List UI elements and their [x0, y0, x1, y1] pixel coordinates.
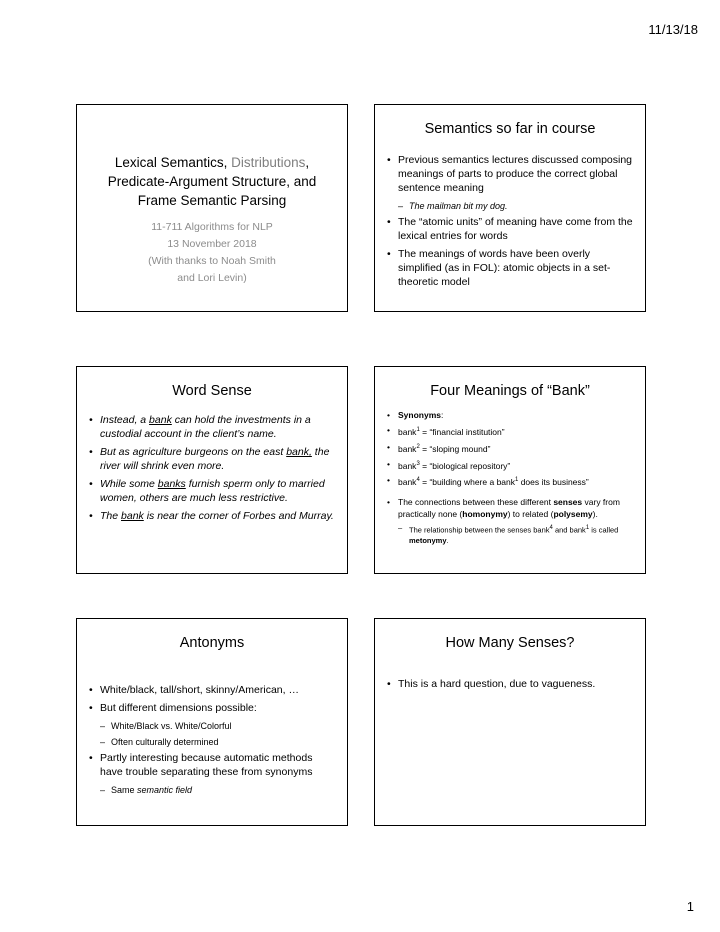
bullet: • The “atomic units” of meaning have come from the lexical entries for words [387, 215, 635, 243]
bullet: • But different dimensions possible: [89, 701, 337, 715]
slide-body [89, 683, 337, 799]
slide-four-meanings [374, 366, 646, 574]
bullet: • Previous semantics lectures discussed composing meanings of parts to produce the correct global sentence meaning [387, 153, 635, 195]
slide-antonyms [76, 618, 348, 826]
bullet: • bank$^4$ = “building where a bank$^1$ does its business” [387, 474, 635, 488]
slide-how-many-senses [374, 618, 646, 826]
sub-bullet: – Same semantic field [89, 783, 337, 797]
page-number: 1 [686, 899, 694, 914]
bullet: • Instead, a bank can hold the investments in a custodial account in the client’s name. [89, 413, 337, 441]
slide-heading: Semantics so far in course [424, 121, 596, 137]
bullet: • The connections between these different senses vary from practically none (homonymy) to related (polysemy). [387, 496, 635, 520]
bullet: • bank$^3$ = “biological repository” [387, 458, 635, 472]
bullet: • bank$^1$ = “financial institution” [387, 424, 635, 438]
sub-bullet: – White/Black vs. White/Colorful [89, 719, 337, 733]
slide-word-sense [76, 366, 348, 574]
slide-body [89, 413, 337, 527]
bullet: • The meanings of words have been overly simplified (as in FOL): atomic objects in a set-theoretic model [387, 247, 635, 289]
bullet: • White/black, tall/short, skinny/American, … [89, 683, 337, 697]
sub-bullet: – Often culturally determined [89, 735, 337, 749]
slide-body [387, 409, 635, 548]
slide-semantics-so-far [374, 104, 646, 312]
bullet: • While some banks furnish sperm only to married women, others are much less restrictive. [89, 477, 337, 505]
bullet: • This is a hard question, due to vagueness. [387, 677, 635, 691]
slide-heading: How Many Senses? [445, 635, 575, 651]
slide-body [387, 153, 635, 293]
bullet: • Partly interesting because automatic methods have trouble separating these from synonyms [89, 751, 337, 779]
bullet: • But as agriculture burgeons on the east bank, the river will shrink even more. [89, 445, 337, 473]
slide-heading: Word Sense [172, 383, 252, 399]
page-date: 11/13/18 [648, 22, 698, 37]
sub-bullet: – The relationship between the senses bank$^4$ and bank$^1$ is called metonymy. [387, 523, 635, 546]
bullet: • Synonyms: [387, 409, 635, 421]
bullet: • The bank is near the corner of Forbes and Murray. [89, 509, 337, 523]
slide-subtitle: 11-711 Algorithms for NLP 13 November 2018 (With thanks to Noah Smith and Lori Levin) [148, 221, 276, 284]
slide-title [76, 104, 348, 312]
slide-body [387, 677, 635, 695]
sub-bullet: – The mailman bit my dog. [387, 199, 635, 213]
bullet: • bank$^2$ = “sloping mound” [387, 441, 635, 455]
slide-heading: Four Meanings of “Bank” [430, 383, 590, 399]
slide-title-heading: Lexical Semantics, Distributions, Predicate-Argument Structure, and Frame Semantic Parsing [107, 155, 317, 208]
slide-heading: Antonyms [179, 635, 245, 651]
